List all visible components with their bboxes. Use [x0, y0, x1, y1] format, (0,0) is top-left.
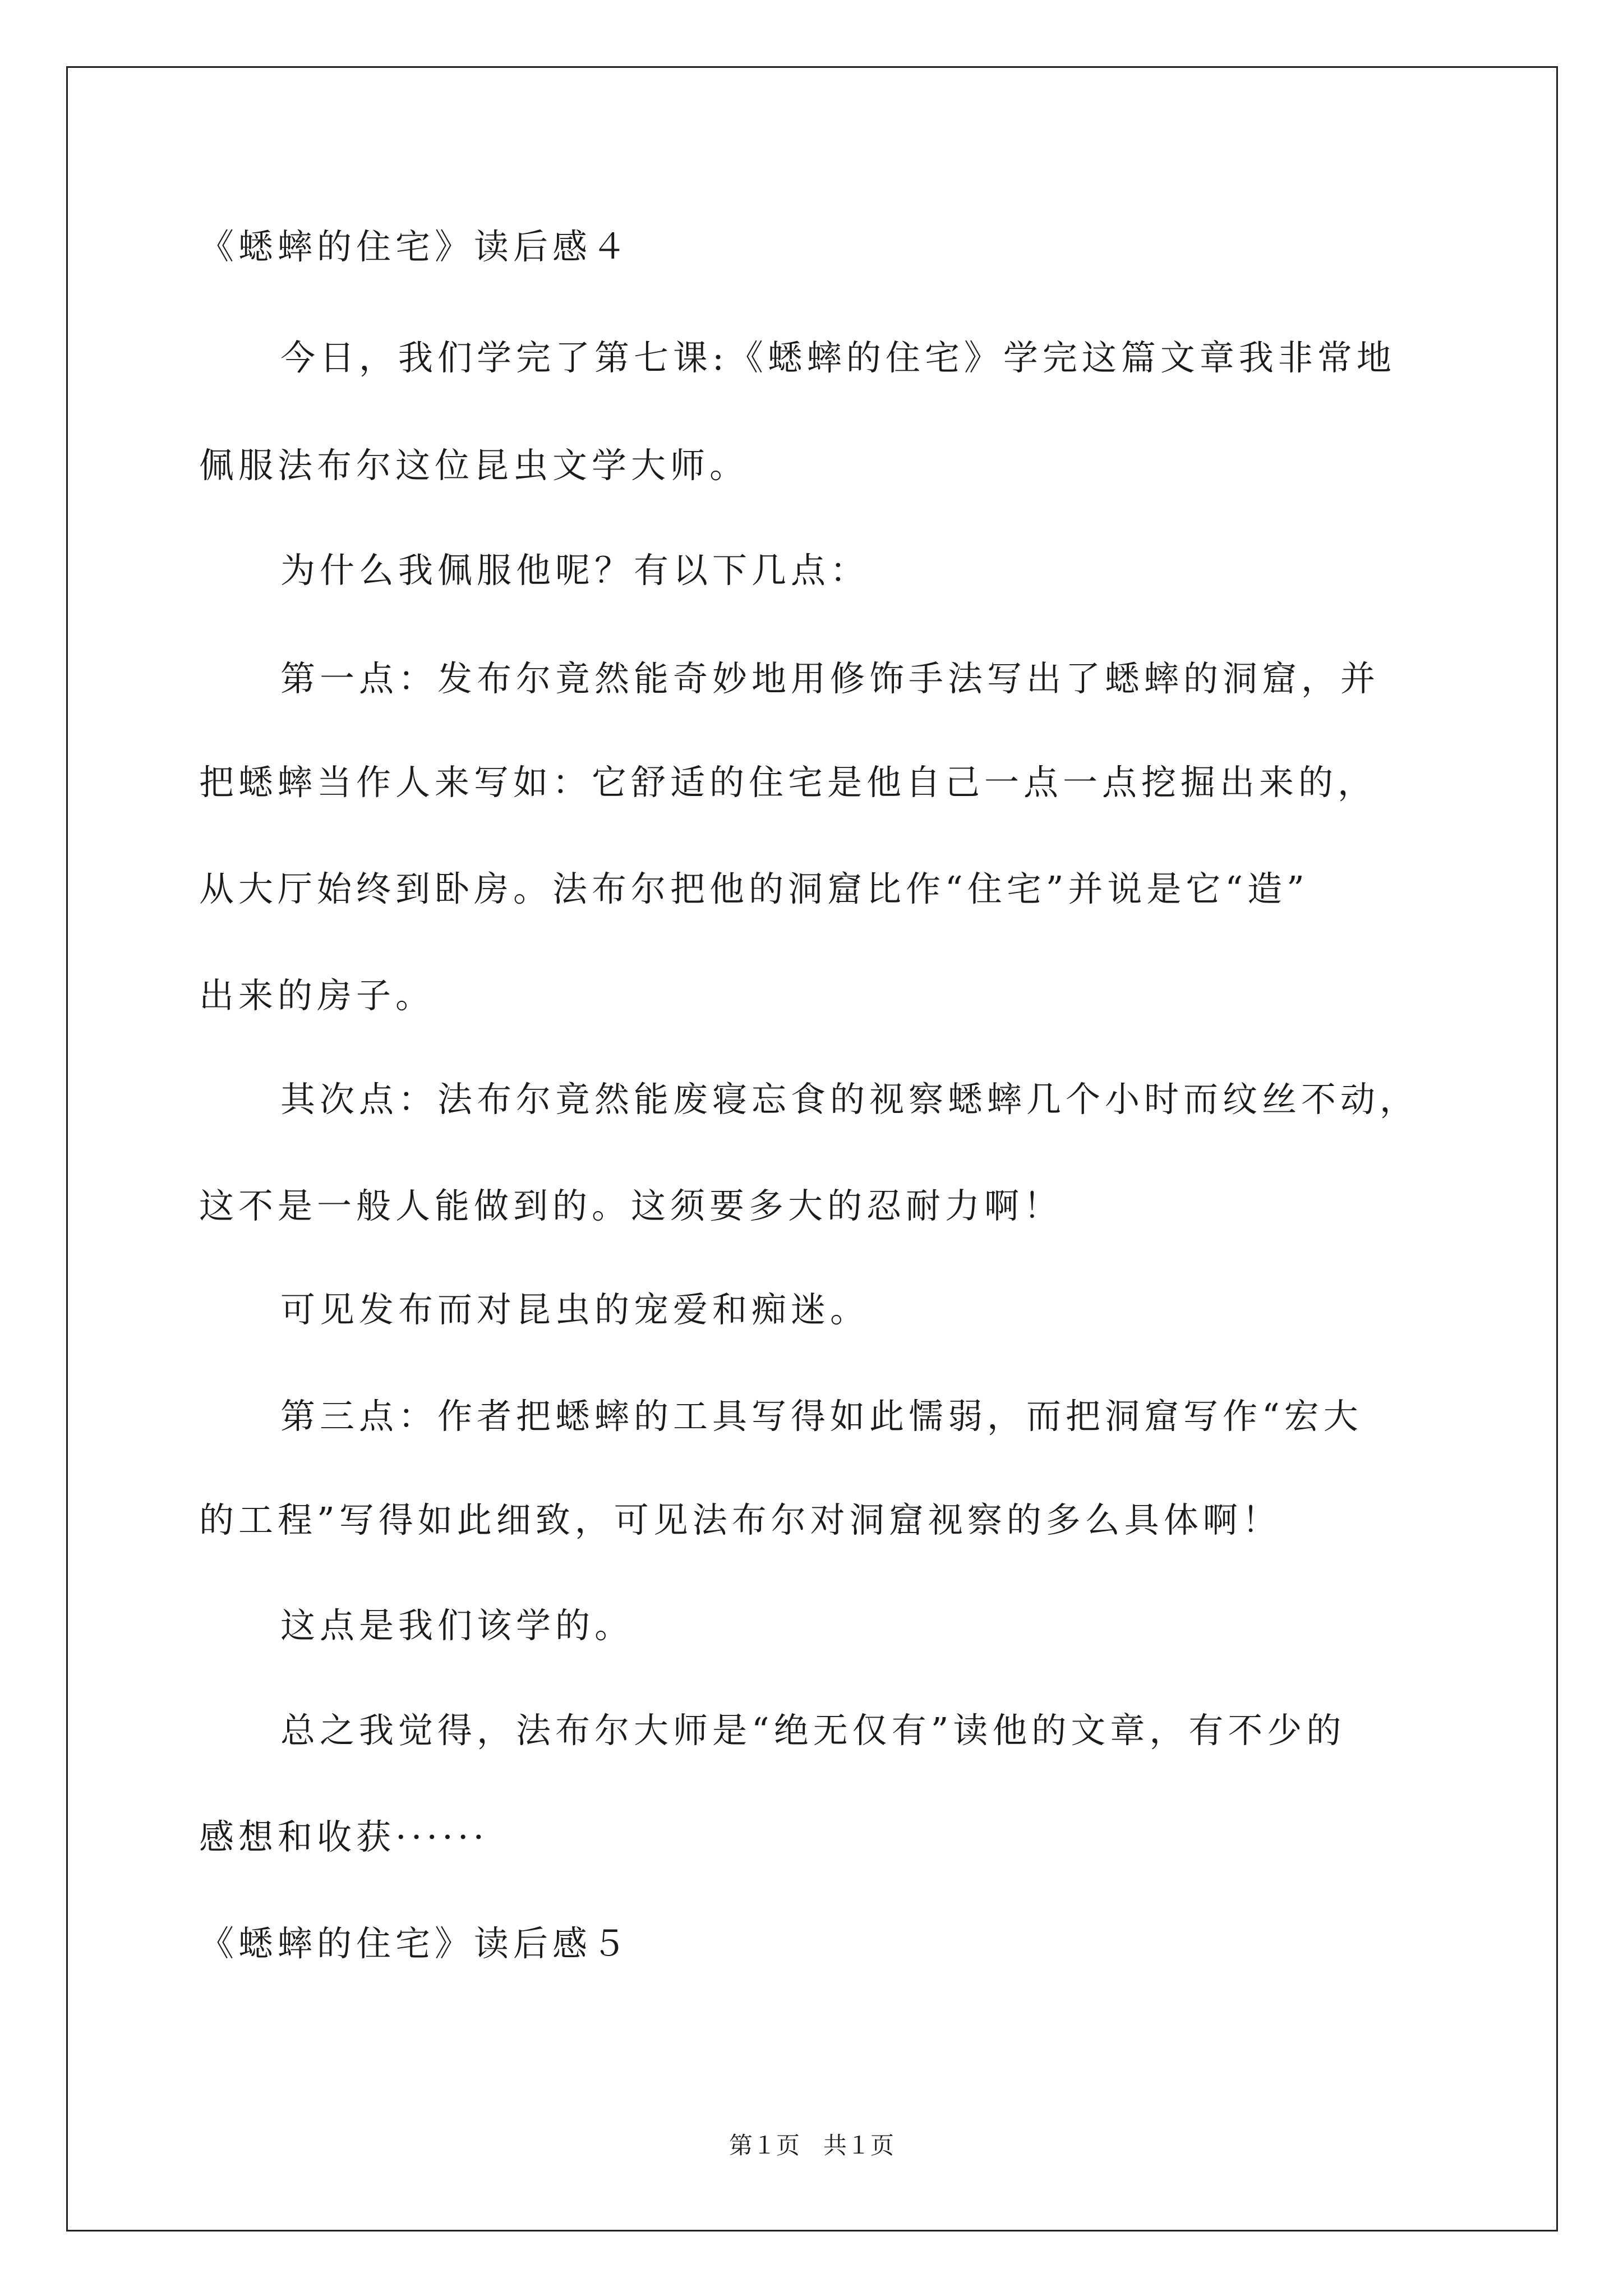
heading-4: 《蟋蟀的住宅》读后感４: [199, 226, 631, 267]
paragraph-line: 为什么我佩服他呢？有以下几点：: [280, 550, 870, 591]
paragraph-line: 这不是一般人能做到的。这须要多大的忍耐力啊！: [199, 1185, 1063, 1226]
heading-5: 《蟋蟀的住宅》读后感５: [199, 1923, 631, 1964]
paragraph-line: 总之我觉得，法布尔大师是“绝无仅有”读他的文章，有不少的: [280, 1710, 1346, 1751]
paragraph-line: 佩服法布尔这位昆虫文学大师。: [199, 445, 749, 486]
page-footer: 第１页 共１页: [728, 2132, 894, 2159]
paragraph-line: 感想和收获······: [199, 1816, 489, 1857]
paragraph-line: 从大厅始终到卧房。法布尔把他的洞窟比作“住宅”并说是它“造”: [199, 868, 1309, 909]
page-border: [66, 66, 1558, 2231]
paragraph-line: 可见发布而对昆虫的宠爱和痴迷。: [280, 1289, 870, 1330]
paragraph-line: 出来的房子。: [199, 975, 435, 1016]
paragraph-line: 把蟋蟀当作人来写如：它舒适的住宅是他自己一点一点挖掘出来的，: [199, 762, 1377, 803]
paragraph-line: 今日，我们学完了第七课:《蟋蟀的住宅》学完这篇文章我非常地: [280, 337, 1396, 378]
paragraph-line: 这点是我们该学的。: [280, 1605, 634, 1646]
paragraph-line: 第三点：作者把蟋蟀的工具写得如此懦弱，而把洞窟写作“宏大: [280, 1396, 1363, 1437]
paragraph-line: 第一点：发布尔竟然能奇妙地用修饰手法写出了蟋蟀的洞窟，并: [280, 658, 1380, 699]
paragraph-line: 其次点：法布尔竟然能废寝忘食的视察蟋蟀几个小时而纹丝不动，: [280, 1079, 1419, 1120]
paragraph-line: 的工程”写得如此细致，可见法布尔对洞窟视察的多么具体啊！: [199, 1499, 1281, 1540]
